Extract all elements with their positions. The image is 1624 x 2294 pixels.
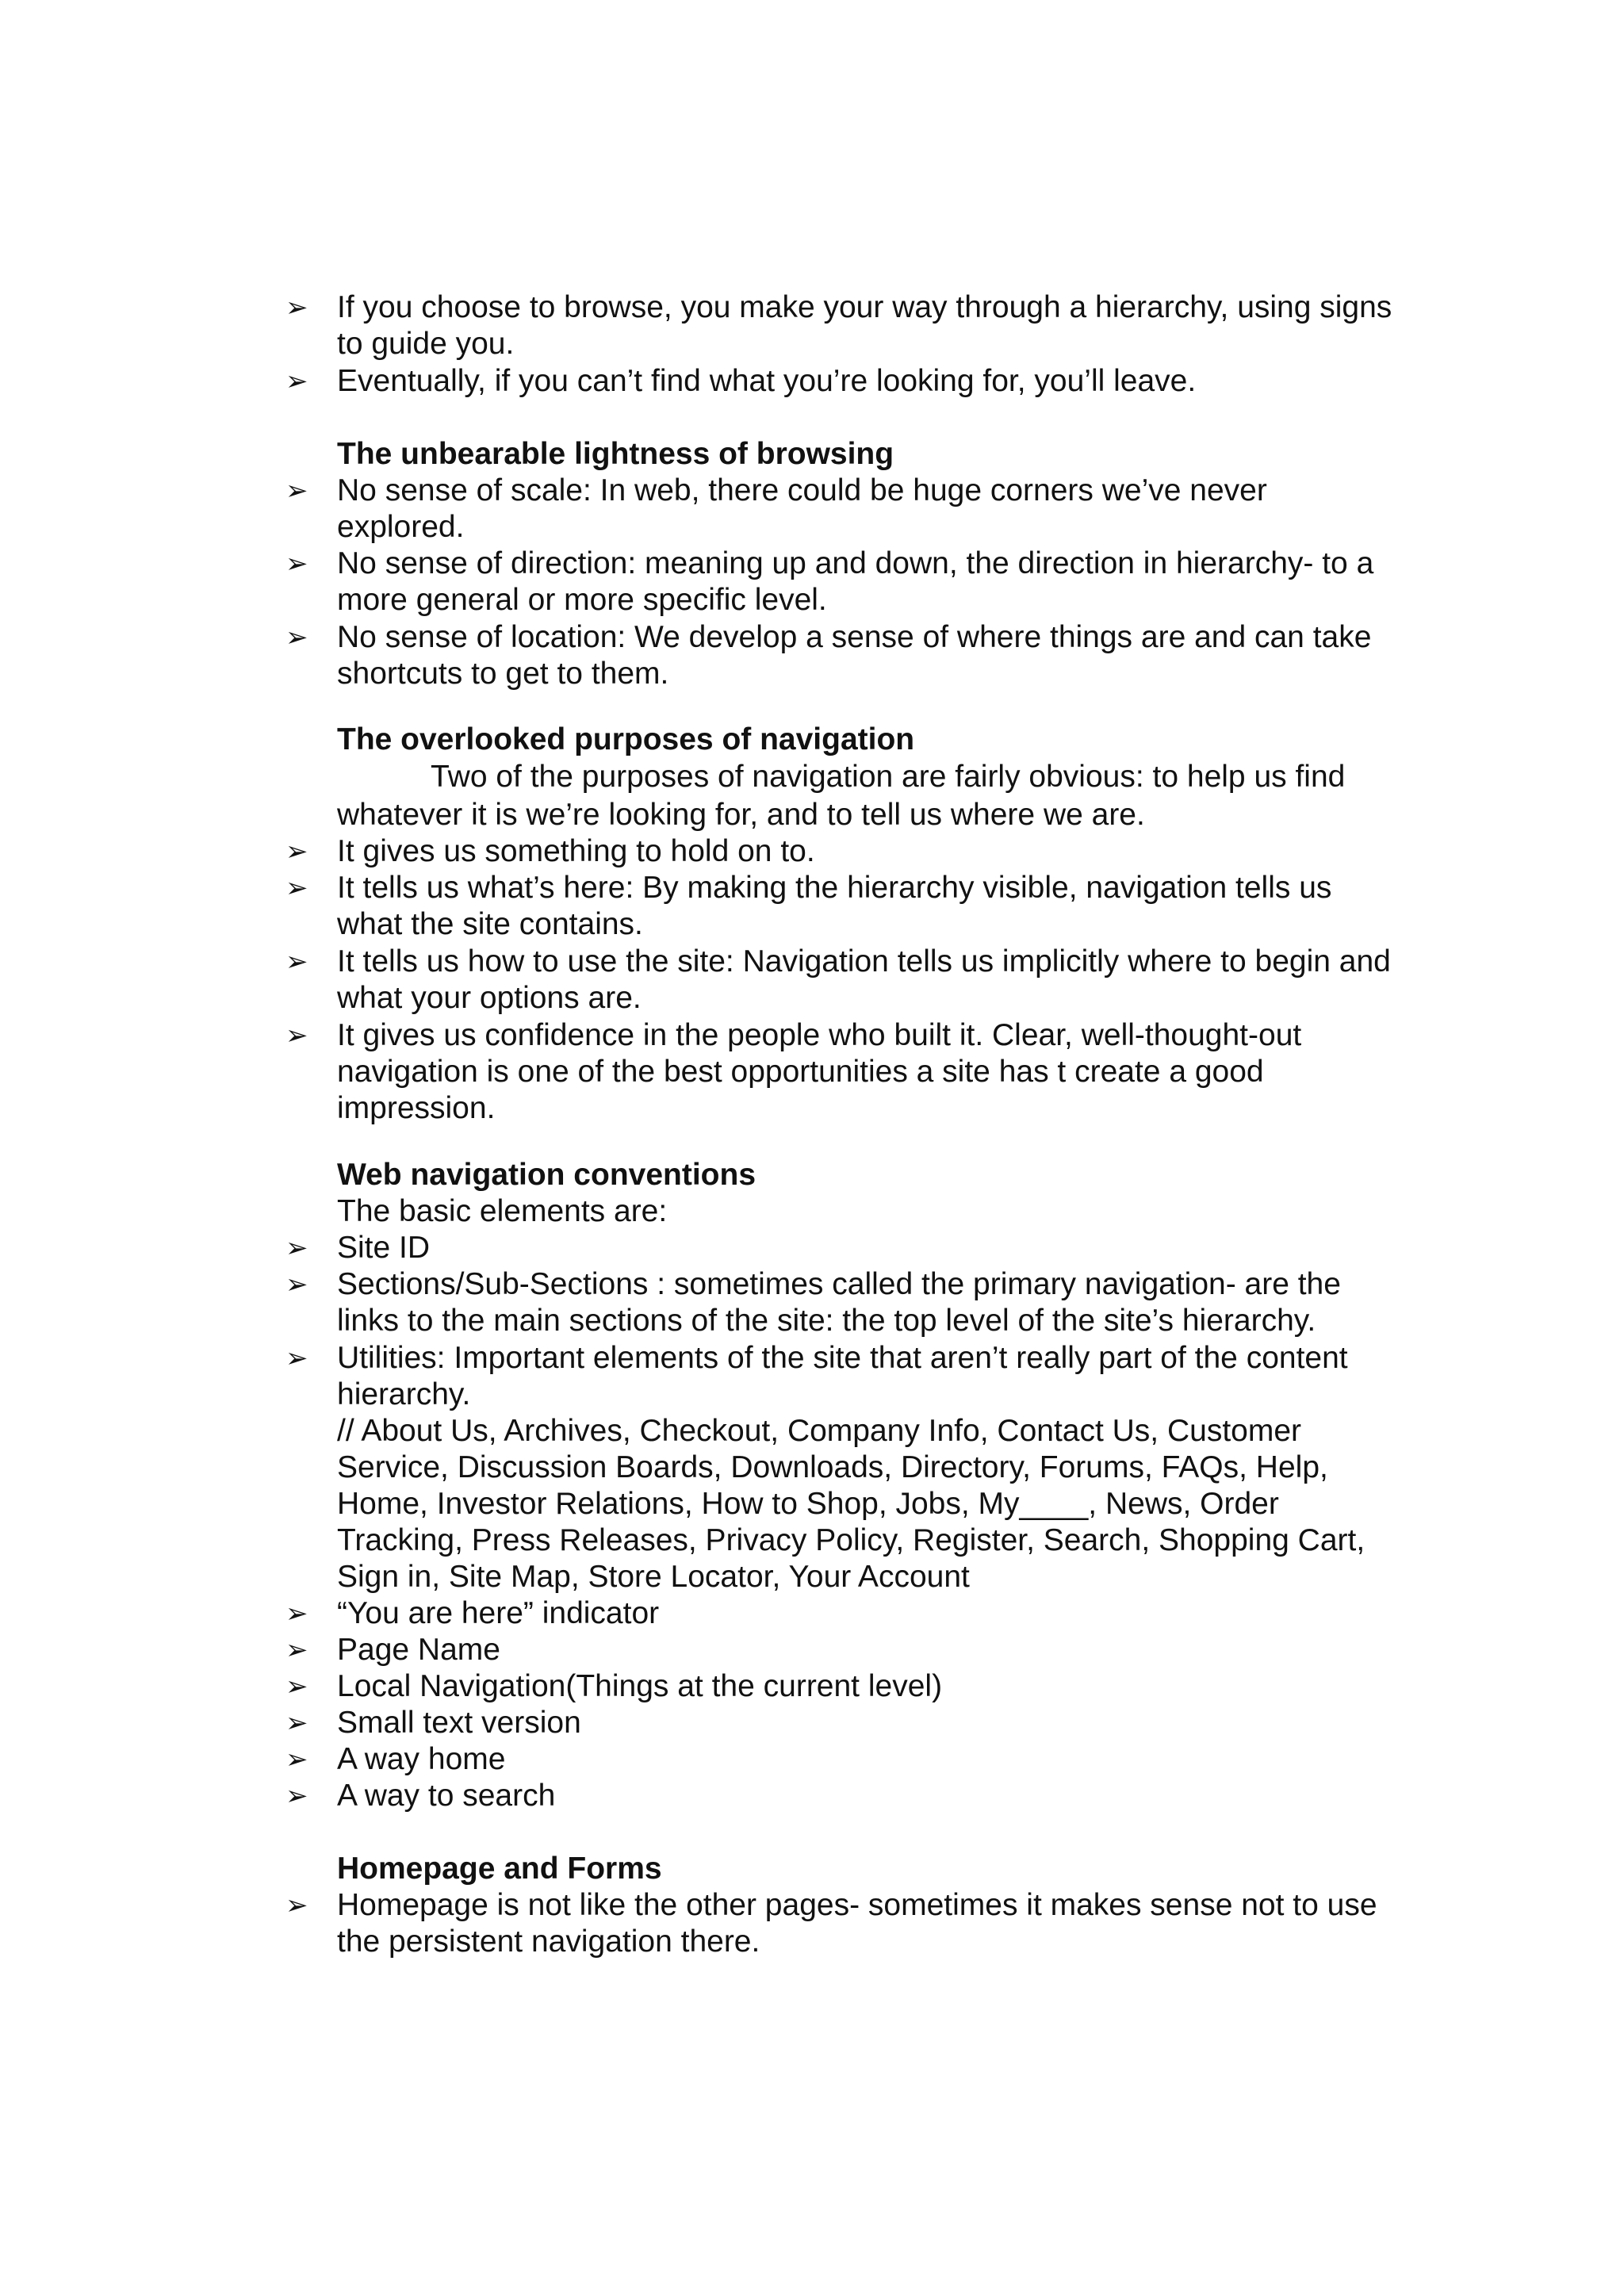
list-item-text: “You are here” indicator — [337, 1596, 660, 1630]
list-item — [285, 1778, 1400, 1814]
arrow-bullet-icon: ➢ — [285, 1342, 308, 1374]
list-item — [285, 289, 1400, 362]
list-item-text: It tells us how to use the site: Navigation tells us implicitly where to begin and what your options are. — [337, 944, 1391, 1015]
list-item — [285, 619, 1400, 692]
arrow-bullet-icon: ➢ — [285, 622, 308, 653]
list-item-text: No sense of location: We develop a sense of where things are and can take shortcuts to get to them. — [337, 620, 1372, 691]
arrow-bullet-icon: ➢ — [285, 946, 308, 978]
list-item — [285, 1595, 1400, 1632]
list-item-text: Local Navigation(Things at the current level) — [337, 1669, 943, 1703]
list-item-text: No sense of direction: meaning up and down, the direction in hierarchy- to a more general or more specific level. — [337, 546, 1374, 617]
paragraph: Two of the purposes of navigation are fairly obvious: to help us find whatever it is we’re looking for, and to tell us where we are. — [337, 760, 1346, 832]
arrow-bullet-icon: ➢ — [285, 475, 308, 507]
list-item — [285, 1668, 1400, 1705]
list-item-text: If you choose to browse, you make your way through a hierarchy, using signs to guide you. — [337, 290, 1392, 361]
arrow-bullet-icon: ➢ — [285, 1269, 308, 1300]
utilities-list: // About Us, Archives, Checkout, Company Info, Contact Us, Customer Service, Discussion Boards, Downloads, Directory, Forums, FAQs, Help, Home, Investor Relations, How to Shop, Jobs, My____, News, Order Tracking, Press Releases, Privacy Policy, Register, Search, Shopping Cart, Sign in, Site Map, Store Locator, Your Account — [337, 1414, 1365, 1594]
section-heading: The overlooked purposes of navigation — [337, 722, 915, 756]
section-heading: The unbearable lightness of browsing — [337, 437, 894, 471]
list-item-text: A way home — [337, 1742, 506, 1776]
list-item — [285, 944, 1400, 1017]
list-item-text: Site ID — [337, 1231, 431, 1265]
list-item-text: It gives us confidence in the people who built it. Clear, well-thought-out navigation is one of the best opportunities a site has t create a good impression. — [337, 1018, 1302, 1125]
arrow-bullet-icon: ➢ — [285, 1744, 308, 1775]
list-item-text: A way to search — [337, 1779, 556, 1813]
arrow-bullet-icon: ➢ — [285, 1671, 308, 1702]
arrow-bullet-icon: ➢ — [285, 872, 308, 904]
list-item — [285, 546, 1400, 618]
arrow-bullet-icon: ➢ — [285, 366, 308, 397]
arrow-bullet-icon: ➢ — [285, 836, 308, 867]
list-item — [285, 1705, 1400, 1741]
list-item — [285, 1887, 1400, 1960]
arrow-bullet-icon: ➢ — [285, 1232, 308, 1264]
arrow-bullet-icon: ➢ — [285, 1634, 308, 1666]
arrow-bullet-icon: ➢ — [285, 1020, 308, 1051]
list-item-text: It tells us what’s here: By making the hierarchy visible, navigation tells us what the site contains. — [337, 871, 1332, 941]
list-item — [285, 1632, 1400, 1668]
list-item — [285, 1017, 1400, 1127]
arrow-bullet-icon: ➢ — [285, 292, 308, 324]
section-heading: Homepage and Forms — [337, 1852, 662, 1886]
section-heading: Web navigation conventions — [337, 1158, 756, 1192]
list-item-text: Eventually, if you can’t find what you’re looking for, you’ll leave. — [337, 364, 1197, 398]
list-item-text: Small text version — [337, 1706, 581, 1740]
list-item-text: Page Name — [337, 1633, 500, 1667]
arrow-bullet-icon: ➢ — [285, 548, 308, 580]
list-item — [285, 870, 1400, 943]
list-item-text: Homepage is not like the other pages- sometimes it makes sense not to use the persistent navigation there. — [337, 1888, 1377, 1959]
list-item — [285, 363, 1400, 400]
list-item-text: Sections/Sub-Sections : sometimes called the primary navigation- are the links to the main sections of the site: the top level of the site’s hierarchy. — [337, 1267, 1341, 1338]
arrow-bullet-icon: ➢ — [285, 1780, 308, 1812]
arrow-bullet-icon: ➢ — [285, 1890, 308, 1921]
list-item-text: Utilities: Important elements of the site that aren’t really part of the content hierarchy. — [337, 1341, 1348, 1411]
list-item — [285, 1741, 1400, 1778]
arrow-bullet-icon: ➢ — [285, 1707, 308, 1739]
list-item — [285, 473, 1400, 546]
list-item — [285, 1340, 1400, 1595]
list-item — [285, 1266, 1400, 1339]
list-item-text: No sense of scale: In web, there could be huge corners we’ve never explored. — [337, 473, 1267, 544]
list-item-text: It gives us something to hold on to. — [337, 834, 815, 868]
list-item — [285, 1230, 1400, 1266]
arrow-bullet-icon: ➢ — [285, 1598, 308, 1630]
list-item — [285, 833, 1400, 870]
intro-text: The basic elements are: — [337, 1194, 668, 1228]
